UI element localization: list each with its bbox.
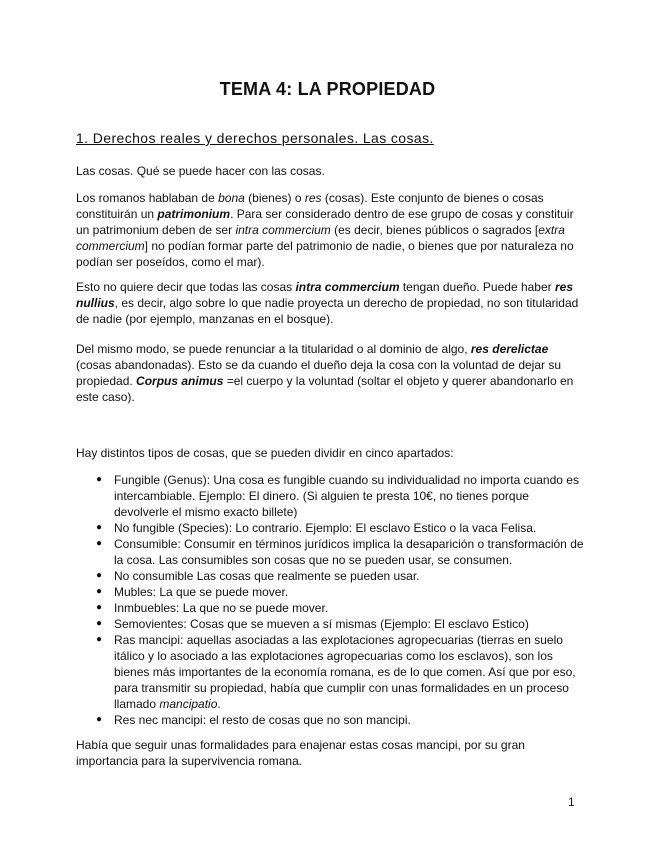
list-item xyxy=(76,568,584,584)
term-patrimonium: patrimonium xyxy=(157,207,231,221)
list-item-text: No consumible Las cosas que realmente se pueden usar. xyxy=(114,569,420,583)
text: (es decir, bienes públicos o sagrados [ xyxy=(330,223,539,237)
bullet-icon: ● xyxy=(96,634,103,645)
section-heading: 1. Derechos reales y derechos personales. Las cosas. xyxy=(76,130,434,146)
paragraph-res-nullius xyxy=(76,279,584,327)
list-item-text: Inmbuebles: La que no se puede mover. xyxy=(114,601,329,615)
text: (bienes) o xyxy=(244,191,305,205)
bullet-icon: ● xyxy=(96,522,103,533)
term-bona: bona xyxy=(218,191,245,205)
text: Esto no quiere decir que todas las cosas xyxy=(76,280,296,294)
term-intra-commercium: intra commercium xyxy=(295,280,400,294)
page-number: 1 xyxy=(568,795,575,809)
paragraph-intro: Las cosas. Qué se puede hacer con las cosas. xyxy=(76,164,325,178)
text: Los romanos hablaban de xyxy=(76,191,219,205)
list-item xyxy=(76,536,584,568)
list-item xyxy=(76,584,584,600)
list-item-text: Semovientes: Cosas que se mueven a sí mismas (Ejemplo: El esclavo Estico) xyxy=(114,617,529,631)
term-extra-commercium: extra commercium xyxy=(76,223,565,253)
text: , es decir, algo sobre lo que nadie proyecta un derecho de propiedad, no son titularidad de nadie (por ejemplo, manzanas en el bosque). xyxy=(76,296,579,326)
list-item-text: . xyxy=(217,697,221,711)
paragraph-res-derelictae xyxy=(76,341,584,405)
list-item-text: Res nec mancipi: el resto de cosas que no son mancipi. xyxy=(114,713,411,727)
list-item xyxy=(76,520,584,536)
term-res: res xyxy=(304,191,322,205)
list-item-text: Mubles: La que se puede mover. xyxy=(114,585,289,599)
paragraph-types-intro: Hay distintos tipos de cosas, que se pueden dividir en cinco apartados: xyxy=(76,446,454,460)
term-mancipatio: mancipatio xyxy=(159,697,218,711)
bullet-icon: ● xyxy=(96,586,103,597)
list-item xyxy=(76,600,584,616)
list-item xyxy=(76,632,584,712)
bullet-icon: ● xyxy=(96,570,103,581)
text: ] no podían formar parte del patrimonio de nadie, o bienes que por naturaleza no podían ser poseídos, como el mar). xyxy=(76,239,574,269)
paragraph-bona-res xyxy=(76,190,584,270)
bullet-icon: ● xyxy=(96,602,103,613)
list-item xyxy=(76,472,584,520)
text: (cosas). Este conjunto de bienes o cosas constituirán un xyxy=(76,191,544,221)
list-item-text: Ras mancipi: aquellas asociadas a las explotaciones agropecuarias (tierras en suelo itálico y lo asociado a las explotaciones agropecuarias como los esclavos), son los bienes más importantes de la economía romana, es de lo que comen. Así que por eso, para transmitir su propiedad, había que cumplir con unas formalidades en un proceso llamado xyxy=(114,633,576,711)
term-corpus-animus: Corpus animus xyxy=(136,374,224,388)
list-item xyxy=(76,616,584,632)
term-intra-commercium: intra commercium xyxy=(235,223,331,237)
bullet-icon: ● xyxy=(96,618,103,629)
text: =el cuerpo y la voluntad (soltar el objeto y querer abandonarlo en este caso). xyxy=(76,374,574,404)
types-list xyxy=(76,472,584,728)
bullet-icon: ● xyxy=(96,474,103,485)
text: (cosas abandonadas). Esto se da cuando el dueño deja la cosa con la voluntad de dejar su propiedad. xyxy=(76,358,562,388)
text: . Para ser considerado dentro de ese grupo de cosas y constituir un patrimonium deben de ser xyxy=(76,207,574,237)
list-item-text: Consumible: Consumir en términos jurídicos implica la desaparición o transformación de la cosa. Las consumibles son cosas que no se pueden usar, se consumen. xyxy=(114,537,584,567)
text: Del mismo modo, se puede renunciar a la titularidad o al dominio de algo, xyxy=(76,342,471,356)
bullet-icon: ● xyxy=(96,714,103,725)
list-item-text: No fungible (Species): Lo contrario. Ejemplo: El esclavo Estico o la vaca Felisa. xyxy=(114,521,537,535)
term-res-nullius: res nullius xyxy=(76,280,574,310)
term-res-derelictae: res derelictae xyxy=(470,342,549,356)
paragraph-conclusion: Había que seguir unas formalidades para enajenar estas cosas mancipi, por su gran importancia para la supervivencia romana. xyxy=(76,738,525,768)
page-title: TEMA 4: LA PROPIEDAD xyxy=(219,79,436,99)
bullet-icon: ● xyxy=(96,538,103,549)
text: tengan dueño. Puede haber xyxy=(399,280,555,294)
list-item-text: Fungible (Genus): Una cosa es fungible cuando su individualidad no importa cuando es intercambiable. Ejemplo: El dinero. (Si alguien te presta 10€, no tienes porque devolverle el mismo exacto billete) xyxy=(114,473,579,519)
list-item xyxy=(76,712,584,728)
